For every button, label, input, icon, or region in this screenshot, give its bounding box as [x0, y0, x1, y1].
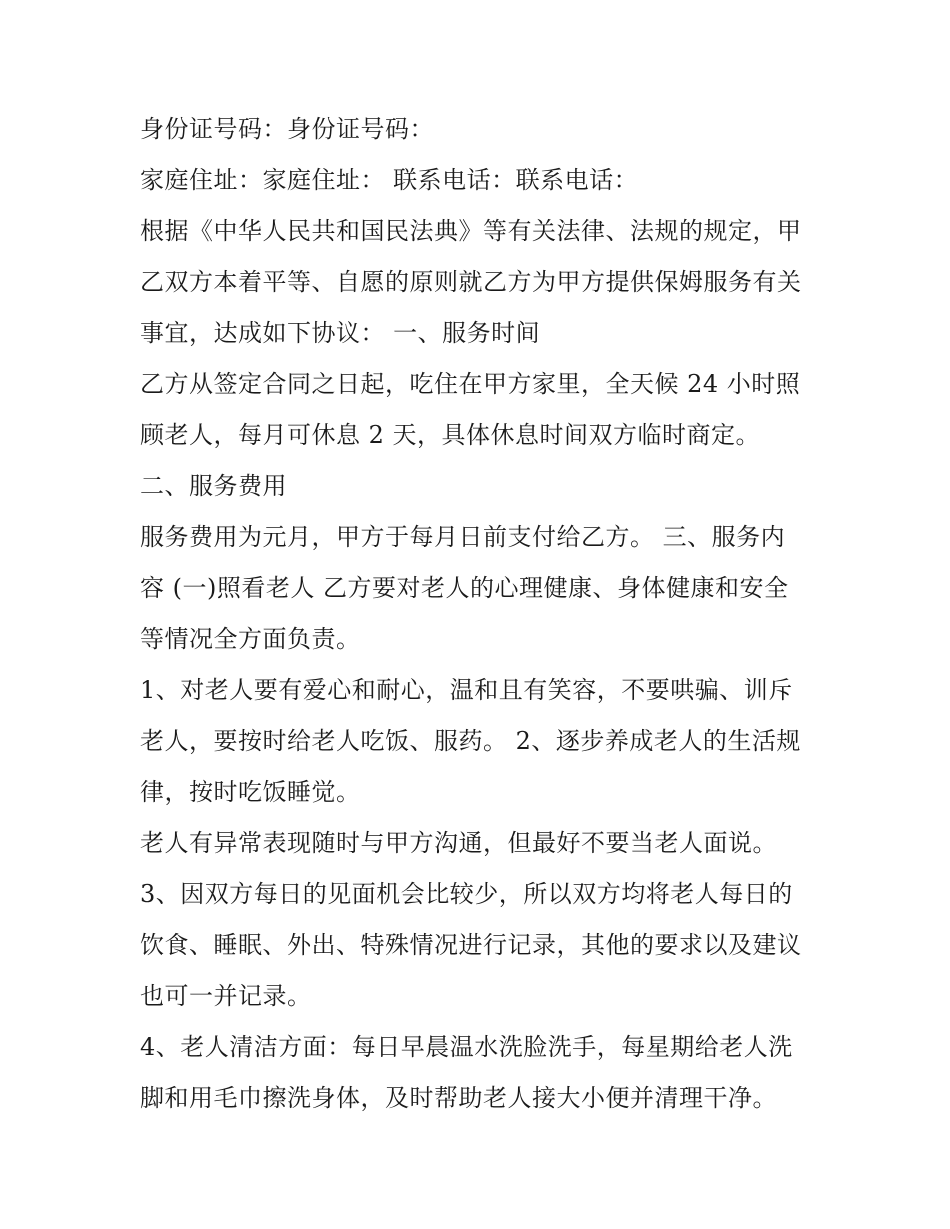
section-heading: 二、服务费用: [140, 472, 287, 500]
paragraph-line: 饮食、睡眠、外出、特殊情况进行记录，其他的要求以及建议: [140, 931, 802, 959]
paragraph-line: 老人，要按时给老人吃饭、服药。 2、逐步养成老人的生活规: [140, 727, 801, 755]
paragraph-line: 根据《中华人民共和国民法典》等有关法律、法规的规定，甲: [140, 217, 802, 245]
paragraph-line: 律，按时吃饭睡觉。: [140, 778, 361, 806]
paragraph-line: 顾老人，每月可休息 2 天，具体休息时间双方临时商定。: [140, 421, 761, 449]
paragraph-line: 乙方从签定合同之日起，吃住在甲方家里，全天候 24 小时照: [140, 370, 801, 398]
paragraph-line: 服务费用为元月，甲方于每月日前支付给乙方。 三、服务内: [140, 523, 786, 551]
paragraph-line: 4、老人清洁方面：每日早晨温水洗脸洗手，每星期给老人洗: [140, 1033, 793, 1061]
address-phone-line: 家庭住址：家庭住址： 联系电话：联系电话：: [140, 166, 639, 194]
paragraph-line: 事宜，达成如下协议： 一、服务时间: [140, 319, 541, 347]
paragraph-line: 脚和用毛巾擦洗身体，及时帮助老人接大小便并清理干净。: [140, 1084, 777, 1112]
paragraph-line: 1、对老人要有爱心和耐心，温和且有笑容，不要哄骗、训斥: [140, 676, 793, 704]
paragraph-line: 也可一并记录。: [140, 982, 312, 1010]
paragraph-line: 等情况全方面负责。: [140, 625, 361, 653]
paragraph-line: 老人有异常表现随时与甲方沟通，但最好不要当老人面说。: [140, 829, 777, 857]
paragraph-line: 乙双方本着平等、自愿的原则就乙方为甲方提供保姆服务有关: [140, 268, 802, 296]
paragraph-line: 3、因双方每日的见面机会比较少，所以双方均将老人每日的: [140, 880, 793, 908]
id-number-line: 身份证号码：身份证号码：: [140, 115, 434, 143]
paragraph-line: 容 (一)照看老人 乙方要对老人的心理健康、身体健康和安全: [140, 574, 789, 602]
